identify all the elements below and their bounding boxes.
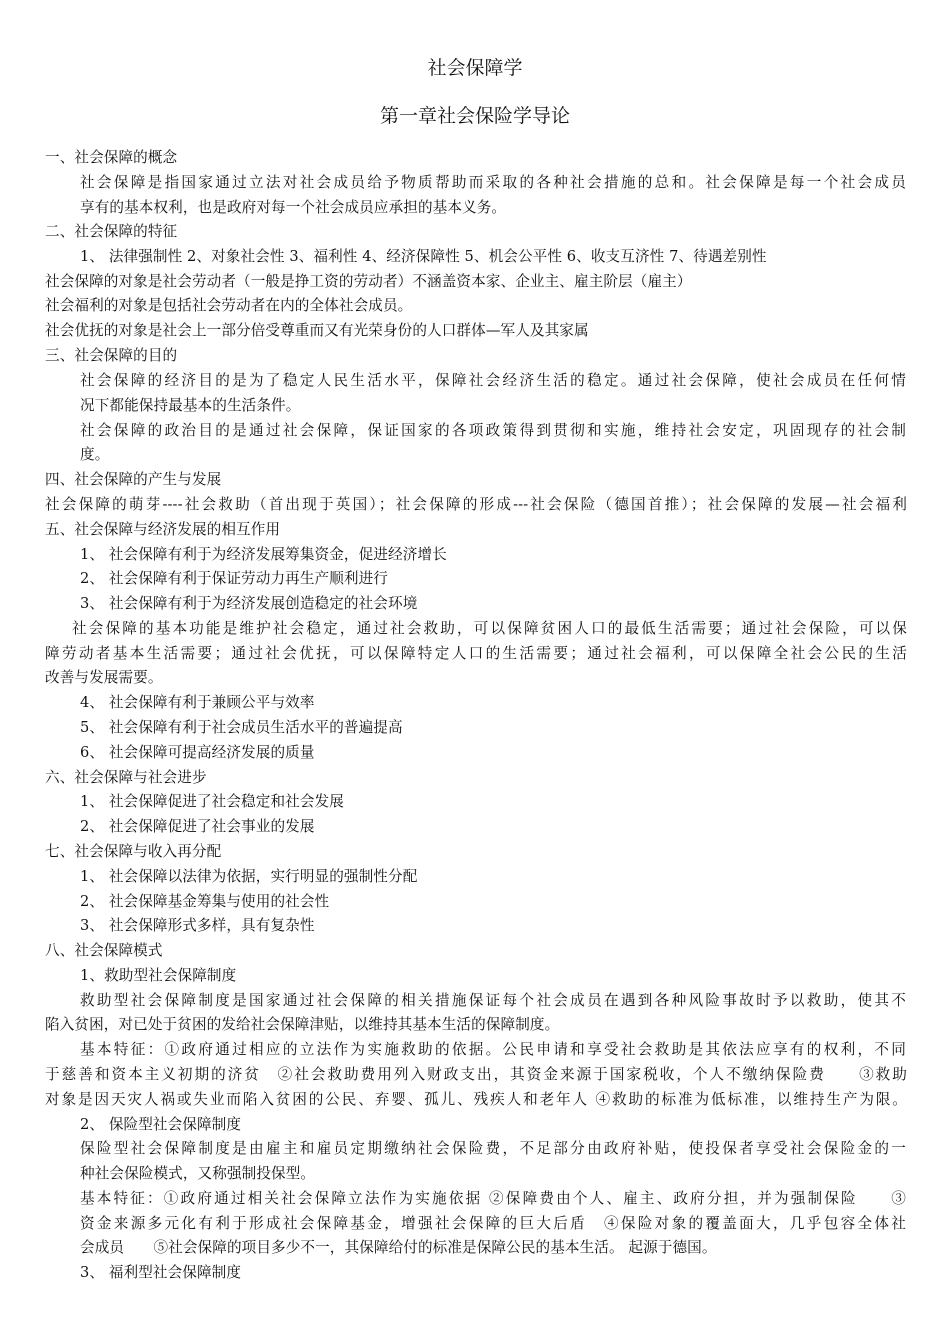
paragraph-line: 资金来源多元化有利于形成社会保障基金，增强社会保障的巨大后盾 ④保险对象的覆盖面大，几乎包容全体社	[80, 1215, 906, 1232]
paragraph-line: 会成员 ⑤社会保障的项目多少不一，其保障给付的标准是保障公民的基本生活。 起源于德国。	[80, 1239, 717, 1256]
list-item: 6、 社会保障可提高经济发展的质量	[80, 744, 315, 761]
paragraph-line: 社会保障的对象是社会劳动者（一般是挣工资的劳动者）不涵盖资本家、企业主、雇主阶层（雇主）	[45, 273, 692, 290]
paragraph-line: 障劳动者基本生活需要；通过社会优抚，可以保障特定人口的生活需要；通过社会福利，可以保障全社会公民的生活	[45, 645, 907, 662]
paragraph-line: 对象是因天灾人祸或失业而陷入贫困的公民、弃婴、孤儿、残疾人和老年人 ④救助的标准为低标准，以维持生产为限。	[45, 1091, 907, 1108]
paragraph-line: 社会保障的经济目的是为了稳定人民生活水平，保障社会经济生活的稳定。通过社会保障，使社会成员在任何情	[80, 372, 906, 389]
section-heading: 三、社会保障的目的	[45, 347, 178, 364]
section-heading: 六、社会保障与社会进步	[45, 769, 207, 786]
list-item: 1、 社会保障促进了社会稳定和社会发展	[80, 793, 344, 810]
document-title: 社会保障学	[427, 57, 523, 79]
list-item: 2、 社会保障促进了社会事业的发展	[80, 818, 315, 835]
paragraph-line: 社会福利的对象是包括社会劳动者在内的全体社会成员。	[45, 297, 413, 314]
list-item: 4、 社会保障有利于兼顾公平与效率	[80, 694, 315, 711]
paragraph-line: 社会优抚的对象是社会上一部分倍受尊重而又有光荣身份的人口群体—军人及其家属	[45, 322, 589, 339]
section-heading: 二、社会保障的特征	[45, 223, 178, 240]
section-heading: 四、社会保障的产生与发展	[45, 471, 222, 488]
paragraph-line: 种社会保险模式，又称强制投保型。	[80, 1165, 316, 1182]
paragraph-line: 基本特征：①政府通过相应的立法作为实施救助的依据。公民申请和享受社会救助是其依法应享有的权利，不同	[80, 1041, 906, 1058]
section-heading: 五、社会保障与经济发展的相互作用	[45, 521, 281, 538]
list-item: 1、 法律强制性 2、对象社会性 3、福利性 4、经济保障性 5、机会公平性 6、收支互济性 7、待遇差别性	[80, 248, 767, 265]
list-item: 1、 社会保障以法律为依据，实行明显的强制性分配	[80, 868, 418, 885]
chapter-title: 第一章社会保险学导论	[379, 105, 570, 127]
subsection-heading: 2、 保险型社会保障制度	[80, 1116, 242, 1133]
paragraph-line: 保险型社会保障制度是由雇主和雇员定期缴纳社会保险费，不足部分由政府补贴，使投保者享受社会保险金的一	[80, 1140, 906, 1157]
paragraph-line: 基本特征：①政府通过相关社会保障立法作为实施依据 ②保障费由个人、雇主、政府分担，并为强制保险 ③	[80, 1190, 906, 1207]
section-heading: 八、社会保障模式	[45, 942, 163, 959]
paragraph-line: 救助型社会保障制度是国家通过社会保障的相关措施保证每个社会成员在遇到各种风险事故时予以救助，使其不	[80, 992, 906, 1009]
list-item: 3、 社会保障形式多样，具有复杂性	[80, 917, 315, 934]
list-item: 2、 社会保障有利于保证劳动力再生产顺利进行	[80, 570, 389, 587]
paragraph-line: 况下都能保持最基本的生活条件。	[80, 397, 301, 414]
subsection-heading: 1、救助型社会保障制度	[80, 967, 237, 984]
list-item: 1、 社会保障有利于为经济发展筹集资金，促进经济增长	[80, 546, 447, 563]
paragraph-line: 于慈善和资本主义初期的济贫 ②社会救助费用列入财政支出，其资金来源于国家税收，个人不缴纳保险费 ③救助	[45, 1066, 907, 1083]
list-item: 5、 社会保障有利于社会成员生活水平的普遍提高	[80, 719, 403, 736]
paragraph-line: 度。	[80, 446, 110, 463]
paragraph-line: 享有的基本权利，也是政府对每一个社会成员应承担的基本义务。	[80, 199, 507, 216]
list-item: 3、 社会保障有利于为经济发展创造稳定的社会环境	[80, 595, 418, 612]
paragraph-line: 改善与发展需要。	[45, 669, 163, 686]
section-heading: 七、社会保障与收入再分配	[45, 843, 222, 860]
paragraph-line: 社会保障的基本功能是维护社会稳定，通过社会救助，可以保障贫困人口的最低生活需要；通过社会保险，可以保	[72, 620, 907, 637]
paragraph-line: 社会保障的萌芽----社会救助（首出现于英国）；社会保障的形成---社会保险（德国首推）；社会保障的发展—社会福利	[45, 496, 907, 513]
subsection-heading: 3、 福利型社会保障制度	[80, 1264, 242, 1281]
section-heading: 一、社会保障的概念	[45, 149, 178, 166]
paragraph-line: 陷入贫困，对已处于贫困的发给社会保障津贴，以维持其基本生活的保障制度。	[45, 1016, 560, 1033]
paragraph-line: 社会保障的政治目的是通过社会保障，保证国家的各项政策得到贯彻和实施，维持社会安定，巩固现存的社会制	[80, 422, 906, 439]
paragraph-line: 社会保障是指国家通过立法对社会成员给予物质帮助而采取的各种社会措施的总和。社会保障是每一个社会成员	[80, 174, 906, 191]
list-item: 2、 社会保障基金筹集与使用的社会性	[80, 893, 330, 910]
